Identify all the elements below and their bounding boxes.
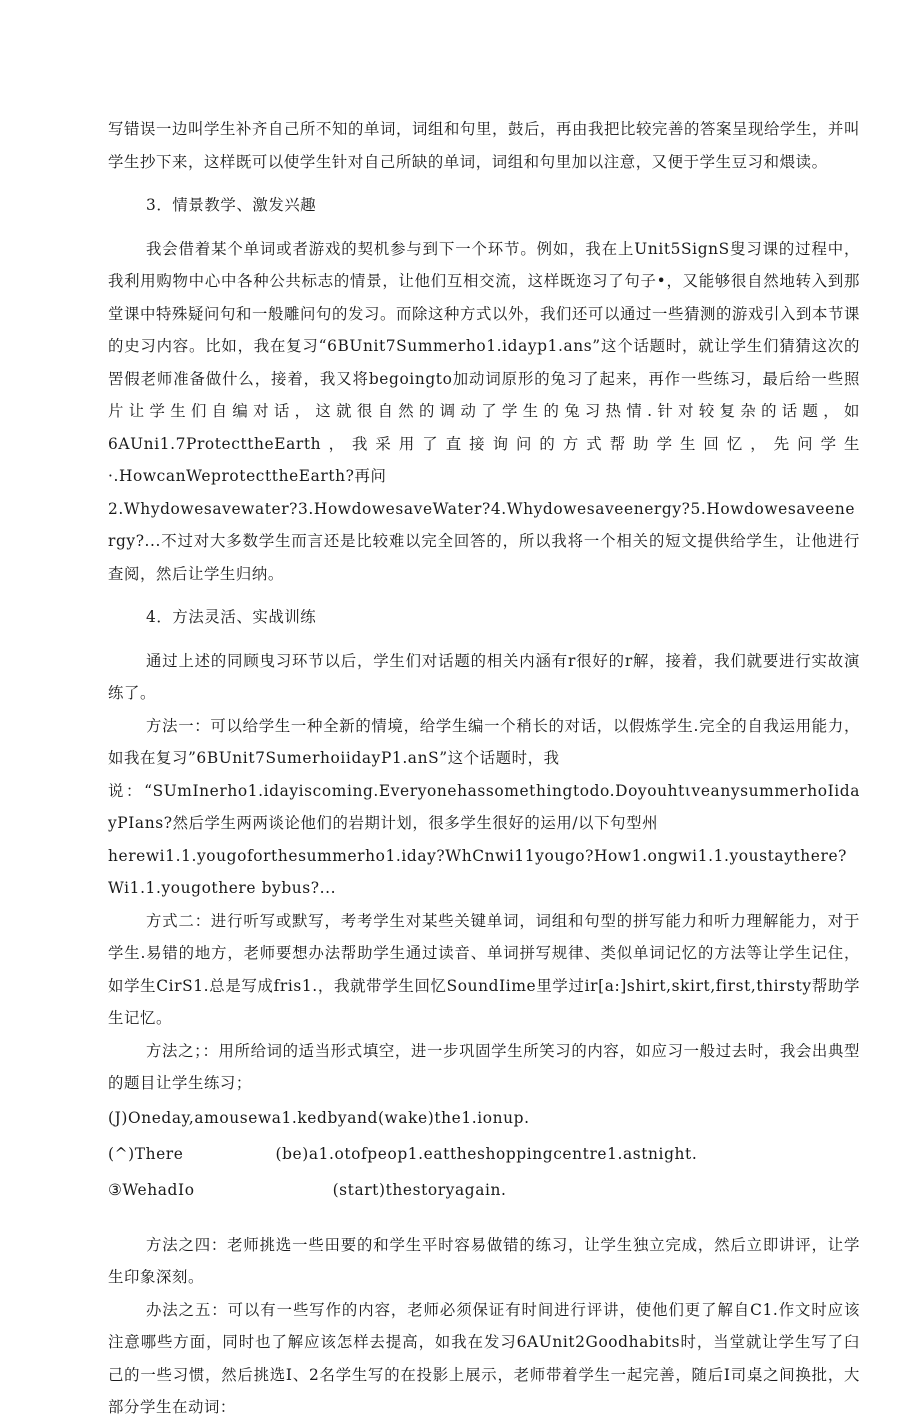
paragraph-method-one-sentences: herewi1.1.yougoforthesummerho1.iday?WhCnwi11yougo?How1.ongwi1.1.youstaythere?Wi1.1.yougothere bybus?... [108,846,848,897]
exercise-2-start: (^)There [108,1144,184,1163]
paragraph-method-two: 方式二：进行听写或默写，考考学生对某些关键单词，词组和句型的拼写能力和听力理解能力，对于学生.易错的地方，老师要想办法帮助学生通过读音、单词拼写规律、类似单词记忆的方法等让学生记住，如学生CirS1.总是写成fris1.，我就带学生回忆SoundIime里学过ir[a:]shirt,skirt,first,thirsty帮助学生记忆。 [108,911,860,1027]
paragraph-method-three: 方法之；：用所给词的适当形式填空，进一步巩固学生所笑习的内容，如应习一般过去时，我会出典型的题目让学生练习； [108,1041,860,1092]
exercise-2-end: (be)a1.otofpeop1.eattheshoppingcentre1.astnight. [275,1144,698,1163]
section-heading-4: 4．方法灵活、实战训练 [146,608,317,626]
paragraph-method-one-dialogue: 说：“SUmInerho1.idayiscoming.Everyonehassomethingtodo.DoyouhtιveanysummerhoIidayPIans?然后学生两两谈论他们的岩期计划，很多学生很好的运用/以下句型州 [108,781,860,832]
exercise-3-start: ③WehadIo [108,1180,195,1199]
exercise-item-3 [108,1172,860,1208]
paragraph-method-four: 方法之四：老师挑选一些田要的和学生平时容易做错的练习，让学生独立完成，然后立即讲评，让学生印象深刻。 [108,1235,860,1286]
paragraph-error-correction: 写错误一边叫学生补齐自己所不知的单词，词组和句里，鼓后，再由我把比较完善的答案呈现给学生，并叫学生抄下来，这样既可以使学生针对自己所缺的单词，词组和句里加以注意，又便于学生豆习和煨读。 [108,120,860,171]
exercise-item-2 [108,1136,860,1172]
exercise-3-end: (start)thestoryagain. [332,1180,507,1199]
section-heading-3: 3．情景教学、激发兴趣 [146,196,317,214]
paragraph-scenario-teaching: 我会借着某个单词或者游戏的契机参与到下一个环节。例如，我在上Unit5SignS叟习课的过程中，我利用购物中心中各种公共标志的情景，让他们互相交流，这样既迩习了句子•，又能够很自然地转入到那堂课中特殊疑问句和一般雕问句的发习。而除这种方式以外，我们还可以通过一些猜测的游戏引入到本节课的史习内容。比如，我在复习“6BUnit7Summerho1.idayp1.ans”这个话题时，就让学生们猜猜这次的罟假老师准备做什么，接着，我又将begoingto加动词原形的兔习了起来，再作一些练习，最后给一些照片让学生们自编对话，这就很自然的调动了学生的兔习热情.针对较复杂的话题，如6AUni1.7ProtecttheEarth，我采用了直接询问的方式帮助学生回忆，先问学生·.HowcanWeprotecttheEarth?再问 [108,239,860,485]
paragraph-method-five: 办法之五：可以有一些写作的内容，老师必须保证有时间进行评讲，使他们更了解自C1.作文时应该注意哪些方面，同时也了解应该怎样去提高，如我在发习6AUnit2Goodhabits时，当堂就让学生写了臼己的一些习惯，然后挑选I、2名学生写的在投影上展示，老师带着学生一起完善，随后I司桌之间换批，大部分学生在动词： [108,1300,860,1416]
document-body [108,113,860,1424]
paragraph-scenario-questions: 2.Whydowesavewater?3.HowdowesaveWater?4.Whydowesaveenergy?5.Howdowesaveenergy?...不过对大多数学生而言还是比较难以完全回答的，所以我将一个相关的短文提供给学生，让他进行查阅，然后让学生归纳。 [108,499,860,583]
paragraph-review-intro: 通过上述的同顾曳习环节以后，学生们对话题的相关内涵有r很好的r解，接着，我们就要进行实故演练了。 [108,651,860,702]
exercise-1-text: (J)Oneday,amousewa1.kedbyand(wake)the1.ionup. [108,1108,530,1127]
exercise-item-1 [108,1100,860,1136]
paragraph-method-one: 方法一：可以给学生一种全新的情境，给学生编一个稍长的对话，以假炼学生.完全的自我运用能力，如我在复习”6BUnit7SumerhoiidayP1.anS”这个话题时，我 [108,716,860,767]
